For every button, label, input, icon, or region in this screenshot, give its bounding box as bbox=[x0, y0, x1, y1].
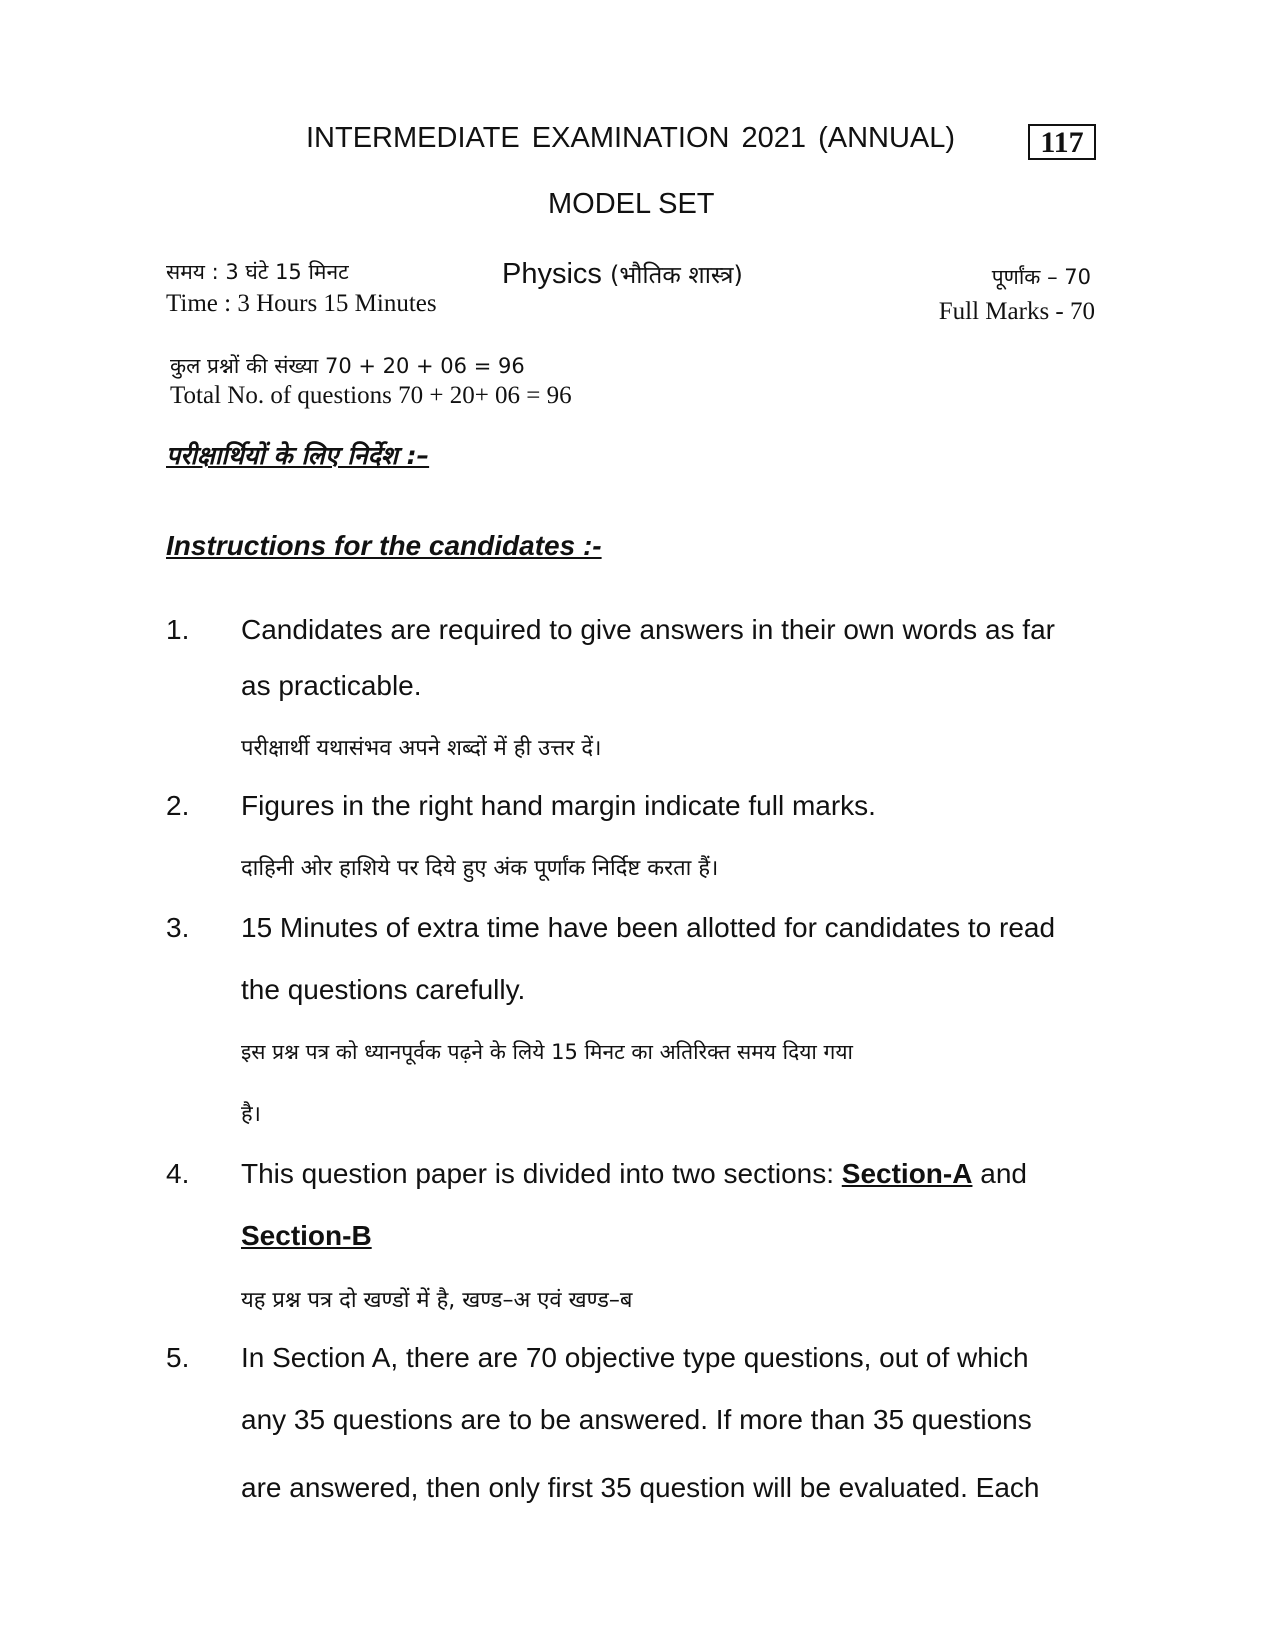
time-english: Time : 3 Hours 15 Minutes bbox=[166, 290, 437, 317]
instruction-number: 3. bbox=[166, 912, 190, 943]
question-count-hindi: कुल प्रश्नों की संख्या 70 + 20 + 06 = 96 bbox=[170, 354, 525, 378]
section-b-label: Section-B bbox=[241, 1220, 372, 1251]
instruction-5-text: In Section A, there are 70 objective type questions, out of which bbox=[241, 1342, 1029, 1373]
exam-title: INTERMEDIATE EXAMINATION 2021 (ANNUAL) bbox=[306, 122, 956, 154]
instruction-1-hindi: परीक्षार्थी यथासंभव अपने शब्दों में ही उत्तर दें। bbox=[241, 736, 602, 761]
instruction-3-text: the questions carefully. bbox=[241, 974, 526, 1005]
paper-code-box: 117 bbox=[1028, 124, 1096, 160]
instruction-5-text: any 35 questions are to be answered. If more than 35 questions bbox=[241, 1404, 1032, 1435]
instruction-5-text: are answered, then only first 35 question will be evaluated. Each bbox=[241, 1472, 1040, 1503]
instruction-3-hindi: इस प्रश्न पत्र को ध्यानपूर्वक पढ़ने के लिये 15 मिनट का अतिरिक्त समय दिया गया bbox=[241, 1040, 853, 1064]
instruction-4-and: and bbox=[972, 1158, 1027, 1189]
instructions-heading-english: Instructions for the candidates :- bbox=[166, 530, 602, 561]
instruction-number: 5. bbox=[166, 1342, 190, 1373]
model-set-label: MODEL SET bbox=[548, 188, 715, 220]
instruction-4-hindi: यह प्रश्न पत्र दो खण्डों में है, खण्ड–अ एवं खण्ड–ब bbox=[241, 1288, 633, 1313]
instructions-heading-hindi: परीक्षार्थियों के लिए निर्देश :– bbox=[166, 441, 430, 470]
instruction-3-hindi: है। bbox=[241, 1102, 262, 1127]
subject-hindi: (भौतिक शास्त्र) bbox=[609, 261, 743, 289]
time-hindi: समय : 3 घंटे 15 मिनट bbox=[166, 260, 349, 284]
instruction-4-text bbox=[241, 1158, 1027, 1190]
instruction-3-text: 15 Minutes of extra time have been allotted for candidates to read bbox=[241, 912, 1056, 943]
instruction-1-text: as practicable. bbox=[241, 670, 422, 701]
subject-title bbox=[502, 258, 743, 291]
instruction-number: 1. bbox=[166, 614, 190, 645]
instruction-2-text: Figures in the right hand margin indicate full marks. bbox=[241, 790, 876, 821]
full-marks-hindi: पूर्णांक – 70 bbox=[991, 265, 1091, 289]
section-a-label: Section-A bbox=[841, 1158, 973, 1189]
instruction-4-text-start: This question paper is divided into two sections: bbox=[241, 1158, 842, 1189]
full-marks-english: Full Marks - 70 bbox=[938, 298, 1095, 325]
instruction-2-hindi: दाहिनी ओर हाशिये पर दिये हुए अंक पूर्णांक निर्दिष्ट करता हैं। bbox=[241, 856, 719, 881]
question-count-english: Total No. of questions 70 + 20+ 06 = 96 bbox=[170, 382, 572, 409]
instruction-number: 2. bbox=[166, 790, 190, 821]
instruction-number: 4. bbox=[166, 1158, 190, 1189]
subject-english: Physics bbox=[502, 258, 602, 290]
instruction-1-text: Candidates are required to give answers in their own words as far bbox=[241, 614, 1055, 645]
